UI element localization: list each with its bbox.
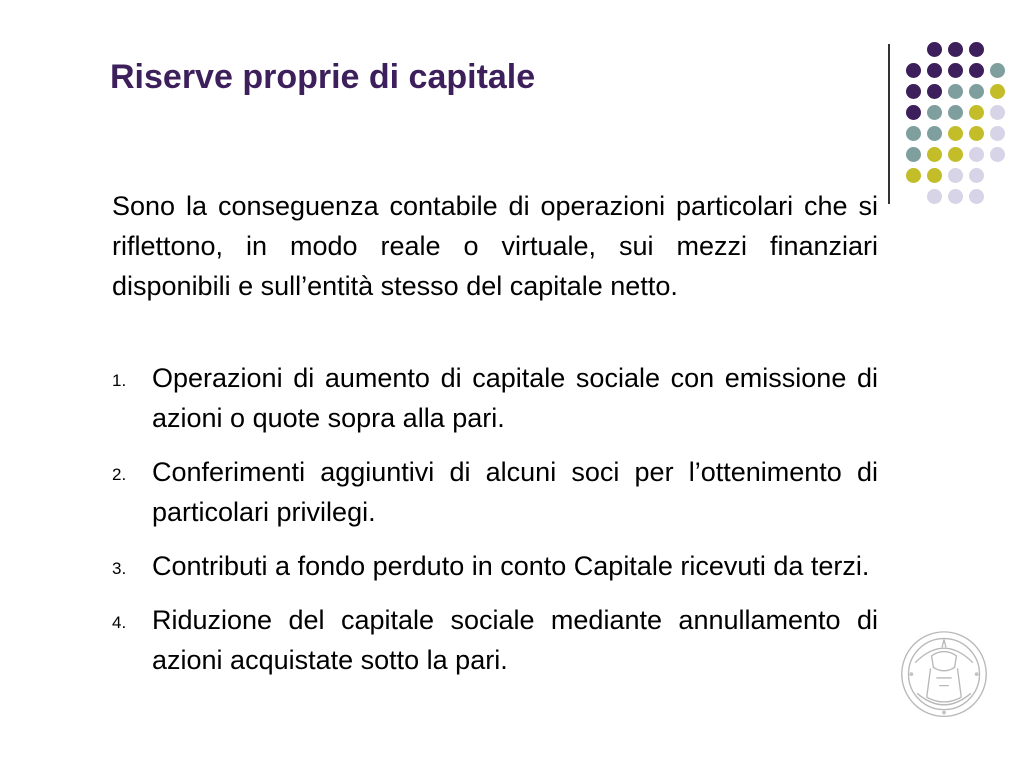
- decorative-dot: [927, 126, 942, 141]
- decorative-dot: [948, 168, 963, 183]
- list-item-number: 1.: [112, 371, 127, 390]
- decorative-dot: [990, 105, 1005, 120]
- decorative-dot: [927, 63, 942, 78]
- decorative-dot: [948, 126, 963, 141]
- numbered-list: [112, 358, 878, 690]
- decorative-dot: [927, 147, 942, 162]
- list-item: [112, 358, 878, 438]
- decorative-dot: [927, 105, 942, 120]
- list-item-text: Riduzione del capitale sociale mediante annullamento di azioni acquistate sotto la pari.: [152, 605, 878, 675]
- list-item: [112, 600, 878, 680]
- decorative-dot: [969, 147, 984, 162]
- decorative-dot: [990, 126, 1005, 141]
- decorative-dot: [969, 126, 984, 141]
- decorative-dot: [990, 147, 1005, 162]
- list-item: [112, 452, 878, 532]
- decorative-dot: [906, 168, 921, 183]
- decorative-dot: [948, 42, 963, 57]
- decorative-dot: [969, 105, 984, 120]
- list-item-text: Conferimenti aggiuntivi di alcuni soci per l’ottenimento di particolari privilegi.: [152, 457, 878, 527]
- intro-paragraph: Sono la conseguenza contabile di operazioni particolari che si riflettono, in modo reale o virtuale, sui mezzi finanziari disponibili e sull’entità stesso del capitale netto.: [112, 191, 878, 301]
- decorative-dot: [906, 63, 921, 78]
- list-item-number: 2.: [112, 465, 127, 484]
- decorative-dot: [969, 168, 984, 183]
- list-item-text: Operazioni di aumento di capitale sociale con emissione di azioni o quote sopra alla pari.: [152, 363, 878, 433]
- decorative-dot: [906, 126, 921, 141]
- list-item-number: 3.: [112, 559, 127, 578]
- decorative-dot-grid: [906, 42, 1016, 182]
- decorative-dot: [948, 147, 963, 162]
- decorative-dot: [948, 84, 963, 99]
- decorative-dot: [906, 105, 921, 120]
- decorative-dot: [948, 63, 963, 78]
- decorative-dot: [906, 84, 921, 99]
- list-item: [112, 546, 878, 586]
- decorative-dot: [948, 189, 963, 204]
- list-item-text: Contributi a fondo perduto in conto Capitale ricevuti da terzi.: [152, 551, 870, 581]
- decorative-dot: [948, 105, 963, 120]
- decorative-dot: [990, 63, 1005, 78]
- decorative-dot: [990, 84, 1005, 99]
- decorative-dot: [927, 42, 942, 57]
- decorative-dot: [927, 168, 942, 183]
- decorative-dot: [927, 189, 942, 204]
- university-seal-icon: [896, 622, 992, 732]
- decorative-dot: [906, 147, 921, 162]
- decorative-dot: [969, 42, 984, 57]
- decorative-dot: [969, 84, 984, 99]
- decorative-dot: [969, 189, 984, 204]
- title-divider: [888, 44, 890, 204]
- list-item-number: 4.: [112, 613, 127, 632]
- decorative-dot: [969, 63, 984, 78]
- slide-title: Riserve proprie di capitale: [110, 58, 536, 96]
- decorative-dot: [927, 84, 942, 99]
